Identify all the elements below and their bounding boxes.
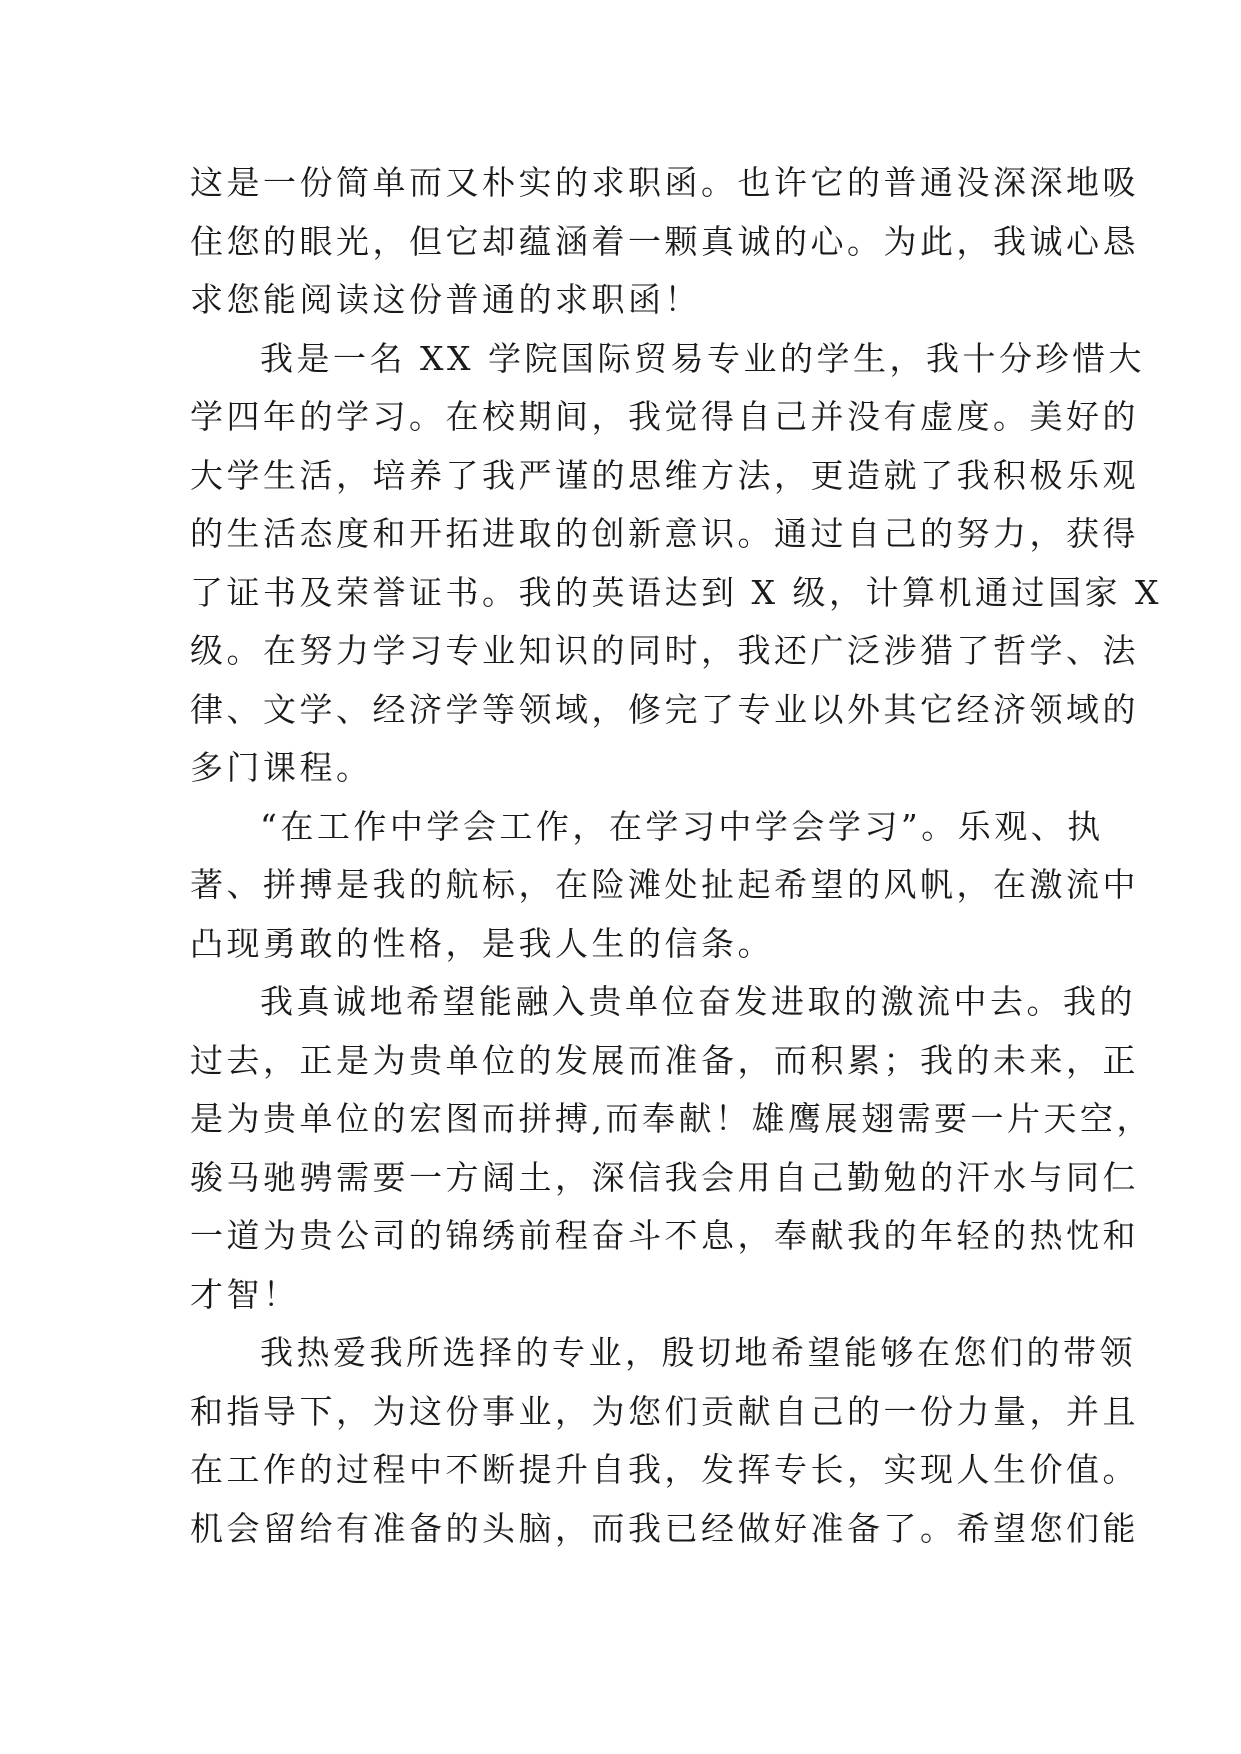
text-line: 著、拼搏是我的航标，在险滩处扯起希望的风帆，在激流中 (190, 865, 1139, 904)
text-line: 级。在努力学习专业知识的同时，我还广泛涉猎了哲学、法 (190, 631, 1139, 670)
paragraph-5 (190, 1324, 1139, 1558)
text-line: 是为贵单位的宏图而拼搏,而奉献！雄鹰展翅需要一片天空， (190, 1099, 1153, 1138)
text-line: 我热爱我所选择的专业，殷切地希望能够在您们的带领 (260, 1333, 1136, 1372)
letter-body (190, 154, 1162, 1558)
text-line: 大学生活，培养了我严谨的思维方法，更造就了我积极乐观 (190, 455, 1139, 495)
text-line: 多门课程。 (190, 748, 373, 787)
text-line: 凸现勇敢的性格，是我人生的信条。 (190, 923, 774, 963)
text-line: 了证书及荣誉证书。我的英语达到 X 级，计算机通过国家 X (190, 572, 1162, 612)
text-line: 骏马驰骋需要一方阔土，深信我会用自己勤勉的汗水与同仁 (190, 1157, 1139, 1197)
text-line: 和指导下，为这份事业，为您们贡献自己的一份力量，并且 (190, 1391, 1139, 1431)
paragraph-2 (190, 330, 1162, 798)
text-line: 的生活态度和开拓进取的创新意识。通过自己的努力，获得 (190, 514, 1139, 553)
text-line: 我是一名 XX 学院国际贸易专业的学生，我十分珍惜大 (260, 338, 1145, 378)
text-line: 机会留给有准备的头脑，而我已经做好准备了。希望您们能 (190, 1508, 1139, 1548)
paragraph-4 (190, 973, 1153, 1324)
text-line: 这是一份简单而又朴实的求职函。也许它的普通没深深地吸 (190, 163, 1139, 202)
text-line: 求您能阅读这份普通的求职函！ (190, 280, 701, 319)
text-line: 我真诚地希望能融入贵单位奋发进取的激流中去。我的 (260, 982, 1136, 1021)
text-line: 在工作的过程中不断提升自我，发挥专长，实现人生价值。 (190, 1450, 1139, 1489)
text-line: 住您的眼光，但它却蕴涵着一颗真诚的心。为此，我诚心恳 (190, 221, 1139, 261)
text-line: 学四年的学习。在校期间，我觉得自己并没有虚度。美好的 (190, 397, 1139, 436)
paragraph-1 (190, 154, 1139, 330)
text-line: 一道为贵公司的锦绣前程奋斗不息，奉献我的年轻的热忱和 (190, 1216, 1139, 1255)
text-line: 律、文学、经济学等领域，修完了专业以外其它经济领域的 (190, 689, 1139, 729)
paragraph-3 (190, 798, 1139, 974)
text-line: “在工作中学会工作，在学习中学会学习”。乐观、执 (260, 806, 1104, 846)
text-line: 过去，正是为贵单位的发展而准备，而积累；我的未来，正 (190, 1040, 1139, 1080)
text-line: 才智！ (190, 1274, 300, 1314)
